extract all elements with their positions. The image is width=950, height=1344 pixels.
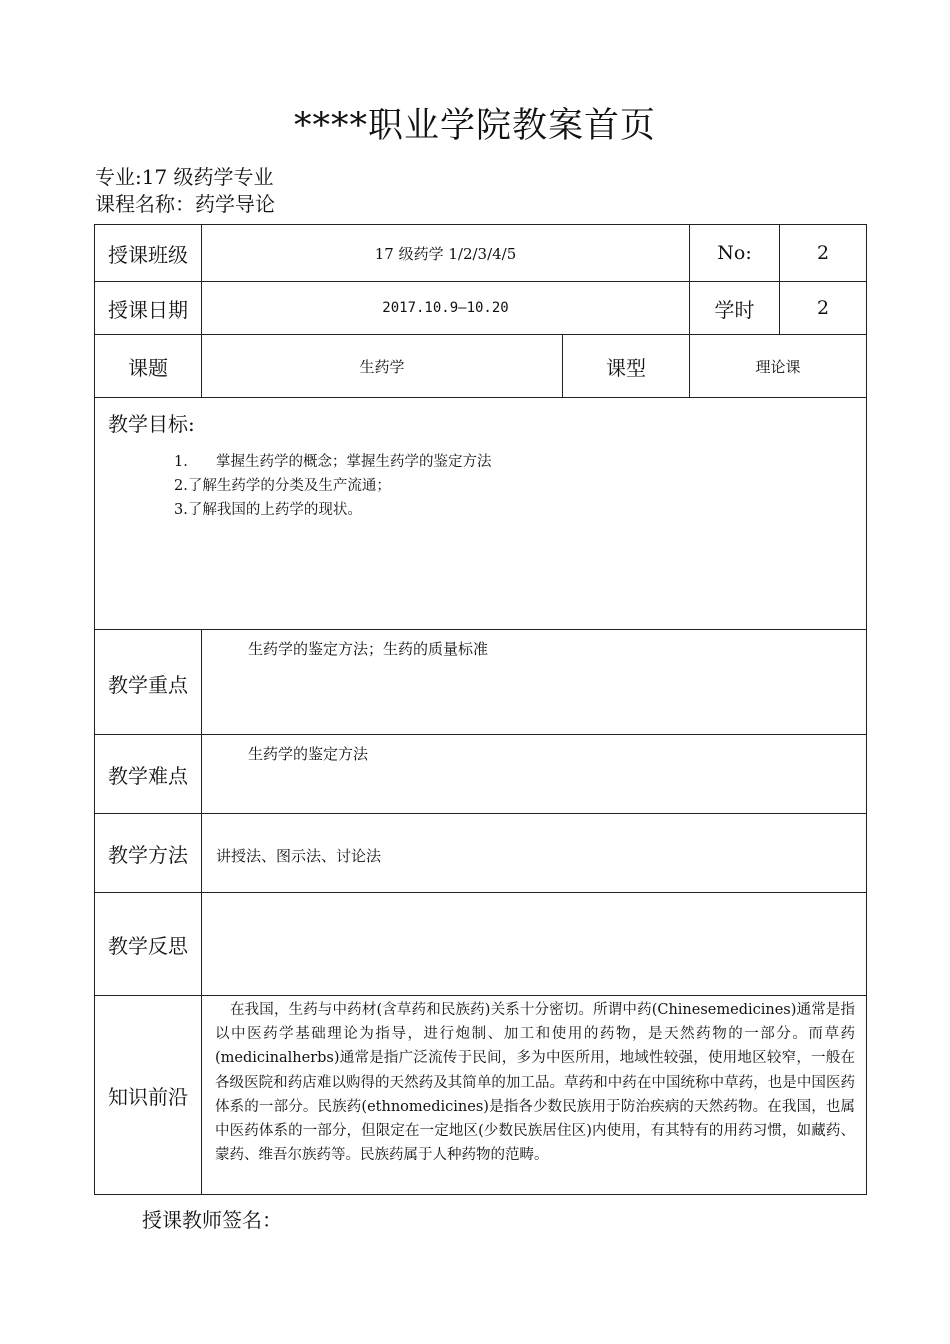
no-label: No:	[717, 242, 752, 264]
class-label: 授课班级	[108, 242, 188, 267]
type-value: 理论课	[755, 357, 801, 376]
frontier-label: 知识前沿	[108, 1084, 188, 1109]
objective-item	[174, 474, 492, 498]
no-value: 2	[816, 242, 830, 264]
class-value: 17 级药学 1/2/3/4/5	[374, 244, 517, 263]
teacher-signature-label: 授课教师签名：	[142, 1208, 282, 1232]
date-value: 2017.10.9—10.20	[382, 300, 509, 316]
major-line: 专业:17 级药学专业	[95, 165, 274, 189]
objective-text: 3.了解我国的上药学的现状。	[174, 502, 362, 518]
objective-text: 2.了解生药学的分类及生产流通；	[174, 478, 391, 494]
objective-item	[174, 450, 492, 474]
hours-value: 2	[816, 297, 830, 319]
topic-value: 生药学	[359, 357, 405, 376]
frontier-text-block	[215, 998, 855, 1167]
objective-item	[174, 498, 492, 522]
row-divider	[94, 813, 867, 814]
row-divider	[94, 995, 867, 996]
hours-label: 学时	[714, 297, 755, 322]
difficulties-label: 教学难点	[108, 763, 188, 788]
objectives-label: 教学目标:	[108, 412, 195, 436]
page-title: ****职业学院教案首页	[293, 106, 656, 146]
reflection-label: 教学反思	[108, 933, 188, 958]
course-name-line: 课程名称：药学导论	[95, 192, 275, 216]
row-divider	[94, 734, 867, 735]
key-points-text: 生药学的鉴定方法；生药的质量标准	[248, 640, 489, 658]
date-label: 授课日期	[108, 297, 188, 322]
difficulties-text: 生药学的鉴定方法	[248, 745, 369, 763]
objective-text: 掌握生药学的概念；掌握生药学的鉴定方法	[216, 454, 492, 470]
methods-text: 讲授法、图示法、讨论法	[216, 847, 382, 865]
type-label: 课型	[606, 355, 646, 380]
frontier-paragraph: 在我国，生药与中药材(含草药和民族药)关系十分密切。所谓中药(Chinesemedicines)通常是指以中医药学基础理论为指导，进行炮制、加工和使用的药物，是天然药物的一部分。而草药(medicinalherbs)通常是指广泛流传于民间，多为中医所用，地域性较强，使用地区较窄，一般在各级医院和药店难以购得的天然药及其简单的加工品。草药和中药在中国统称中草药，也是中国医药体系的一部分。民族药(ethnomedicines)是指各少数民族用于防治疾病的天然药物。在我国，也属中医药体系的一部分，但限定在一定地区(少数民族居住区)内使用，有其特有的用药习惯，如藏药、蒙药、维吾尔族药等。民族药属于人种药物的范畴。	[215, 1002, 855, 1164]
objectives-list	[174, 450, 492, 522]
table-border-bottom	[94, 1194, 867, 1195]
row-divider	[94, 629, 867, 630]
methods-label: 教学方法	[108, 842, 188, 867]
objective-number: 1.	[174, 454, 188, 470]
key-points-label: 教学重点	[108, 672, 188, 697]
topic-label: 课题	[128, 355, 168, 380]
row-divider	[94, 892, 867, 893]
